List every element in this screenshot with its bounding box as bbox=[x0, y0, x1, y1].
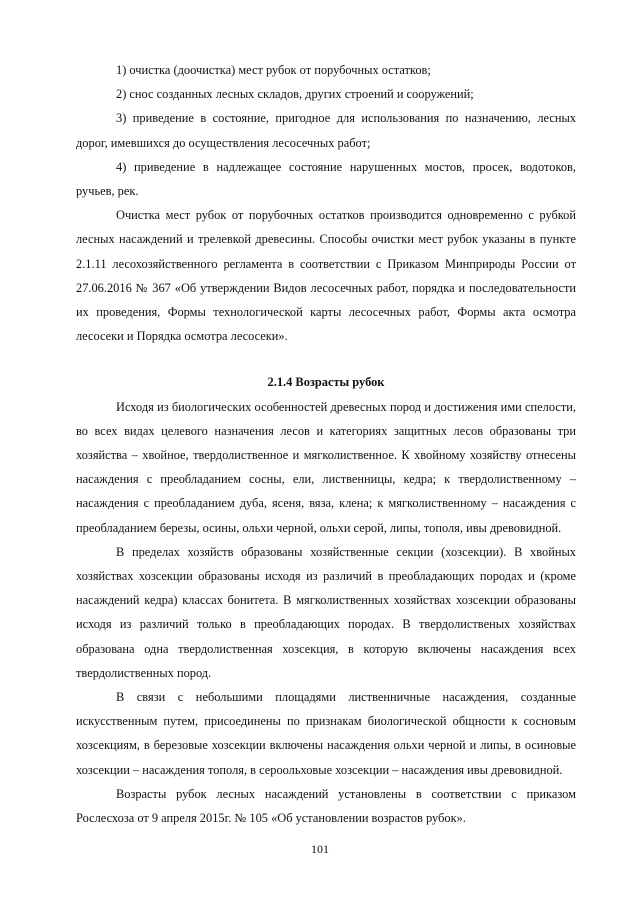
list-item-4: 4) приведение в надлежащее состояние нарушенных мостов, просек, водотоков, ручьев, рек. bbox=[76, 159, 576, 199]
section-heading: 2.1.4 Возрасты рубок bbox=[267, 375, 385, 390]
list-item-2: 2) снос созданных лесных складов, других строений и сооружений; bbox=[116, 87, 474, 102]
paragraph-4: Возрасты рубок лесных насаждений установлены в соответствии с приказом Рослесхоза от 9 апреля 2015г. № 105 «Об установлении возрастов рубок». bbox=[76, 786, 576, 826]
paragraph-2: В пределах хозяйств образованы хозяйственные секции (хозсекции). В хвойных хозяйствах хозсекции образованы исходя из различий в преобладающих породах и (кроме насаждений кедра) классах бонитета. В мягколиственных хозяйствах хозсекции образованы исходя из различий только в преобладающих породах. В твердолиственых хозяйствах образована одна твердолиственная хозсекция, в которую включены насаждения всех твердолиственных пород. bbox=[76, 544, 576, 680]
list-item-1: 1) очистка (доочистка) мест рубок от порубочных остатков; bbox=[116, 63, 431, 77]
paragraph-3: В связи с небольшими площадями лиственничные насаждения, созданные искусственным путем, присоединены по признакам биологической общности к сосновым хозсекциям, в березовые хозсекции включены насаждения ольхи черной и липы, в осиновые хозсекции – насаждения тополя, в сероольховые хозсекции – насаждения ивы древовидной. bbox=[76, 690, 576, 777]
list-item-3: 3) приведение в состояние, пригодное для использования по назначению, лесных дорог, имевшихся до осуществления лесосечных работ; bbox=[76, 111, 576, 150]
document-page bbox=[76, 58, 576, 830]
page-number: 101 bbox=[311, 842, 329, 856]
paragraph-1: Исходя из биологических особенностей древесных пород и достижения ими спелости, во всех видах целевого назначения лесов и категориях защитных лесов образованы три хозяйства – хвойное, твердолиственное и мягколиственное. К хвойному хозяйству отнесены насаждения с преобладанием сосны, ели, лиственницы, кедра; к твердолиственному – насаждения с преобладанием дуба, ясеня, вяза, клена; к мягколиственному – насаждения с преобладанием березы, осины, ольхи черной, ольхи серой, липы, тополя, ивы древовидной. bbox=[76, 399, 576, 535]
paragraph-cleaning: Очистка мест рубок от порубочных остатков производится одновременно с рубкой лесных насаждений и трелевкой древесины. Способы очистки мест рубок указаны в пункте 2.1.11 лесохозяйственного регламента в соответствии с Приказом Минприроды России от 27.06.2016 № 367 «Об утверждении Видов лесосечных работ, порядка и последовательности их проведения, Формы технологической карты лесосечных работ, Формы акта осмотра лесосеки и Порядка осмотра лесосеки». bbox=[76, 208, 576, 344]
